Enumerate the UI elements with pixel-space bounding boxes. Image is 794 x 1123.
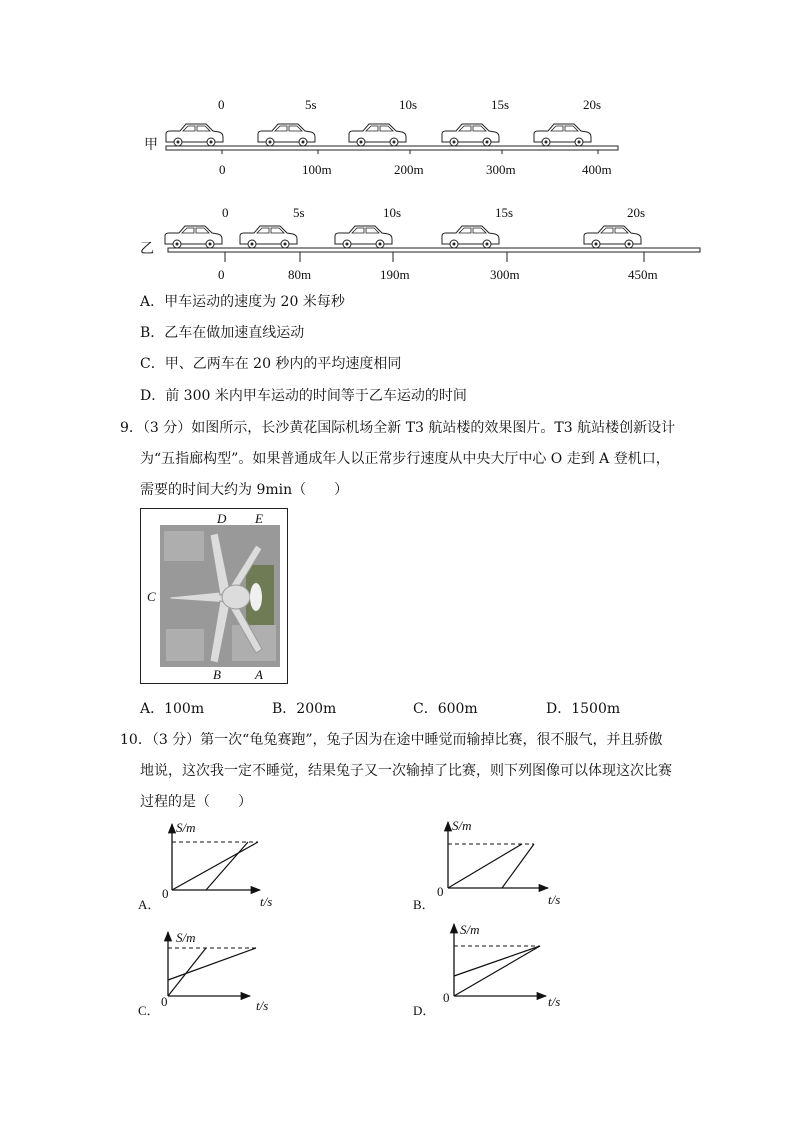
time-label: 20s <box>583 97 602 112</box>
time-label: 20s <box>627 205 646 220</box>
car-icon <box>165 226 222 248</box>
q8-option-c: C．甲、乙两车在 20 秒内的平均速度相同 <box>140 356 402 372</box>
graph-a-plot <box>160 820 280 910</box>
origin-label: 0 <box>443 990 450 1005</box>
distance-label: 190m <box>380 267 410 282</box>
q10-stem-line-1: 10．（3 分）第一次“龟兔赛跑”，兔子因为在途中睡觉而输掉比赛，很不服气，并且骄傲 <box>120 732 663 748</box>
airport-aerial-photo <box>160 525 280 667</box>
distance-label: 450m <box>628 267 658 282</box>
graph-letter: A． <box>138 897 161 912</box>
x-axis-label: t/s <box>256 998 269 1013</box>
time-label: 15s <box>491 97 510 112</box>
distance-label: 0 <box>218 267 225 282</box>
graph-letter: B． <box>413 897 435 912</box>
distance-label: 80m <box>288 267 312 282</box>
origin-label: 0 <box>162 886 169 901</box>
car-icon <box>240 226 297 248</box>
y-axis-label: S/m <box>176 930 196 945</box>
car-icon <box>335 226 392 248</box>
q9-stem-line-3: 需要的时间大约为 9min（ ） <box>140 482 349 498</box>
distance-label: 300m <box>486 162 516 177</box>
q8-option-b: B．乙车在做加速直线运动 <box>140 325 305 341</box>
q8-option-d: D．前 300 米内甲车运动的时间等于乙车运动的时间 <box>140 388 467 404</box>
time-label: 5s <box>293 205 305 220</box>
airport-figure <box>140 508 288 684</box>
q9-stem-line-1: 9．（3 分）如图所示，长沙黄花国际机场全新 T3 航站楼的效果图片。T3 航站楼创新设计 <box>120 420 676 436</box>
photo-label-b: B <box>213 667 221 682</box>
distance-label: 0 <box>219 162 226 177</box>
time-label: 10s <box>399 97 418 112</box>
graph-letter: D． <box>413 1003 436 1018</box>
graph-letter: C． <box>138 1003 160 1018</box>
car-icon <box>442 226 499 248</box>
y-axis-label: S/m <box>176 820 196 835</box>
car-icon <box>165 226 641 248</box>
car-icon <box>584 226 641 248</box>
time-label: 10s <box>383 205 402 220</box>
time-label: 15s <box>495 205 514 220</box>
distance-label: 100m <box>302 162 332 177</box>
car-yi-label: 乙 <box>140 241 154 257</box>
car-jia-label: 甲 <box>144 137 158 153</box>
x-axis-label: t/s <box>548 892 561 907</box>
x-axis-label: t/s <box>260 894 273 909</box>
q9-option-a: A．100m <box>140 701 205 717</box>
distance-label: 200m <box>394 162 424 177</box>
time-label: 0 <box>218 97 225 112</box>
photo-label-c: C <box>147 589 156 604</box>
time-label: 5s <box>305 97 317 112</box>
origin-label: 0 <box>161 994 168 1009</box>
time-label: 0 <box>222 205 229 220</box>
graph-b-plot <box>436 818 566 908</box>
distance-label: 400m <box>582 162 612 177</box>
q8-option-a: A．甲车运动的速度为 20 米每秒 <box>140 294 345 310</box>
q9-option-b: B．200m <box>272 701 337 717</box>
y-axis-label: S/m <box>452 818 472 833</box>
q10-stem-line-2: 地说，这次我一定不睡觉，结果兔子又一次输掉了比赛，则下列图像可以体现这次比赛 <box>140 763 672 779</box>
q9-stem-line-2: 为“五指廊构型”。如果普通成年人以正常步行速度从中央大厅中心 O 走到 A 登机口， <box>140 451 670 467</box>
y-axis-label: S/m <box>460 922 480 937</box>
photo-label-e: E <box>255 511 263 526</box>
photo-label-d: D <box>217 511 227 526</box>
graph-d-plot <box>442 920 572 1010</box>
q9-option-c: C．600m <box>413 701 478 717</box>
distance-label: 300m <box>490 267 520 282</box>
graph-c-plot <box>156 928 276 1018</box>
photo-label-a: A <box>255 667 263 682</box>
q10-stem-line-3: 过程的是（ ） <box>140 794 252 810</box>
origin-label: 0 <box>437 884 444 899</box>
road-b <box>0 0 794 300</box>
q9-option-d: D．1500m <box>546 701 621 717</box>
x-axis-label: t/s <box>548 994 561 1009</box>
